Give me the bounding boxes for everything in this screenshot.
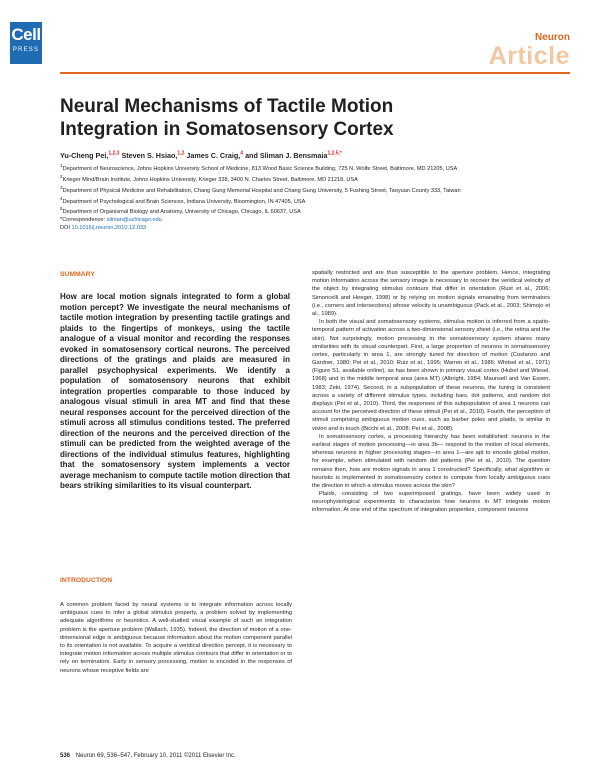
article-title: Neural Mechanisms of Tactile Motion Integration in Somatosensory Cortex <box>60 96 394 140</box>
author-list <box>60 151 342 160</box>
correspondence-email-link[interactable]: sliman@uchicago.edu <box>106 217 162 224</box>
doi-link[interactable]: 10.1016/j.neuron.2010.12.033 <box>71 225 147 232</box>
author: Steven S. Hsiao,$^{1,2}$ <box>121 151 185 161</box>
correspondence: *Correspondence: sliman@uchicago.edu <box>60 217 162 224</box>
affiliation: $^1$Department of Neuroscience, Johns Hopkins University School of Medicine, 813 Wood Basic Science Building, 725 N. Wolfe Street, Baltimore, MD 21205, USA <box>60 163 458 172</box>
summary-heading: SUMMARY <box>60 271 95 278</box>
introduction-heading: INTRODUCTION <box>60 577 113 584</box>
logo-cell-text: Cell <box>11 25 41 44</box>
author: Yu-Cheng Pei,$^{1,2,3}$ <box>60 151 120 161</box>
summary-text: How are local motion signals integrated to form a global motion percept? We investigate the neural mechanisms of tactile motion integration by presenting tactile gratings and plaids to the fingertips of monkeys, using the tactile analogue of a visual monitor and recording the responses evoked in somatosensory cortical neurons. The perceived directions of the gratings and plaids are measured in parallel psychophysical experiments. We identify a population of somatosensory neurons that exhibit integration properties comparable to those induced by analogous visual stimuli in area MT and find that these neural responses account for the perceived direction of the stimuli across all stimulus conditions tested. The preferred direction of the neurons and the perceived direction of the stimuli can be predicted from the weighted average of the directions of the individual stimulus features, highlighting that the somatosensory system implements a vector average mechanism to compute tactile motion direction that bears striking similarities to its visual counterpart. <box>60 292 290 490</box>
author: James C. Craig,$^4$ <box>186 151 244 161</box>
affiliation: $^3$Department of Physical Medicine and Rehabilitation, Chang Gung Memorial Hospital and Chang Gung University, 5 Fushing Street, Taoyuan County 333, Taiwan <box>60 184 461 194</box>
header-divider <box>60 72 570 74</box>
page-footer <box>60 753 236 759</box>
article-type: Article <box>488 42 570 70</box>
doi: DOI 10.1016/j.neuron.2010.12.033 <box>60 225 147 232</box>
affiliation: $^4$Department of Psychological and Brain Sciences, Indiana University, Bloomington, IN 47405, USA <box>60 195 306 205</box>
paragraph: In both the visual and somatosensory systems, stimulus motion is inferred from a spatio-temporal pattern of activation across a two-dimensional sensory sheet (i.e., the retina and the skin). Not surprisingly, motion processing in the somatosensory system shares many similarities with its visual counterpart. First, a large proportion of neurons in somatosensory cortex, particularly in area 1, are strongly tuned for direction of motion (Costanzo and Gardner, 1980; Pei et al., 2010; Ruiz et al., 1995; Warren et al., 1986; Whitsel et al., 1971) (Figure S1, available online), as has been shown in primary visual cortex (Hubel and Wiesel, 1968) and in the middle temporal area (area MT) (Albright, 1984; Maunsell and Van Essen, 1983; Zeki, 1974). Second, in a subpopulation of these neurons, the tuning is consistent across a variety of different stimulus types, including bars, dot patterns, and random dot displays (Pei et al., 2010). Third, the responses of this subpopulation of area 1 neurons can account for the perceived direction of these stimuli (Pei et al., 2010). Fourth, the perception of stimuli comprising ambiguous motion cues, such as barber poles and plaids, is similar in vision and in touch (Bicchi et al., 2008; Pei et al., 2008). <box>312 319 550 432</box>
paragraph: In somatosensory cortex, a processing hierarchy has been established: neurons in the earliest stages of motion processing—in area 3b— respond to the motion of local elements, whereas neurons in higher processing stages—in area 1—are apt to encode global motion, for example, when stimulated with random dot patterns (Pei et al., 2010). The question remains then, how are motion signals in area 1 constructed? Specifically, what algorithm or heuristic is implemented in somatosensory cortex to compute from locally ambiguous cues the direction in which a stimulus moves across the skin? <box>312 433 550 489</box>
affiliation: $^5$Department of Organismal Biology and Anatomy, University of Chicago, Chicago, IL 60637, USA <box>60 206 301 216</box>
cell-press-logo <box>10 22 42 64</box>
paragraph: spatially restricted and are thus susceptible to the aperture problem. Hence, integrating motion information across the sensory image is necessary to recover the veridical velocity of the object by integrating stimulus contours that differ in orientation (Rust et al., 2006; Simoncelli and Heeger, 1998) or by relying on motion signals emanating from terminators (i.e., corners and intersections) whose velocity is unambiguous (Pack et al., 2003; Shimojo et al., 1989). <box>312 270 550 317</box>
citation: Neuron 69, 536–547, February 10, 2011 ©2011 Elsevier Inc. <box>75 753 236 759</box>
right-column <box>312 269 550 515</box>
affiliations <box>60 162 570 232</box>
logo-press-text: PRESS <box>12 47 40 53</box>
affiliation: $^2$Krieger Mind/Brain Institute, Johns Hopkins University, Krieger 338, 3400 N. Charles Street, Baltimore, MD 21218, USA <box>60 173 358 183</box>
page-number: 536 <box>60 753 71 759</box>
author: and Sliman J. Bensmaia$^{1,2,5,*}$ <box>245 151 342 161</box>
introduction-text: A common problem faced by neural systems is to integrate information across locally ambiguous cues to infer a global stimulus property, a problem solved by implementing adequate algorithms or heuristics. A well-studied visual example of such an integration problem is the aperture problem (Wallach, 1935). Indeed, the direction of motion of a one-dimensional edge is ambiguous because information about the motion component parallel to its orientation is not available. To acquire a veridical direction percept, it is necessary to integrate motion information across multiple stimulus contours that differ in orientation or to rely on terminators. Early in sensory processing, motion is encoded in the responses of neurons whose receptive fields are <box>60 602 292 674</box>
journal-name: Neuron <box>535 32 570 43</box>
paragraph: Plaids, consisting of two superimposed gratings, have been widely used in neurophysiological experiments to characterize how neurons in MT integrate motion information. At one end of the spectrum of integration properties, component neurons <box>312 491 550 514</box>
